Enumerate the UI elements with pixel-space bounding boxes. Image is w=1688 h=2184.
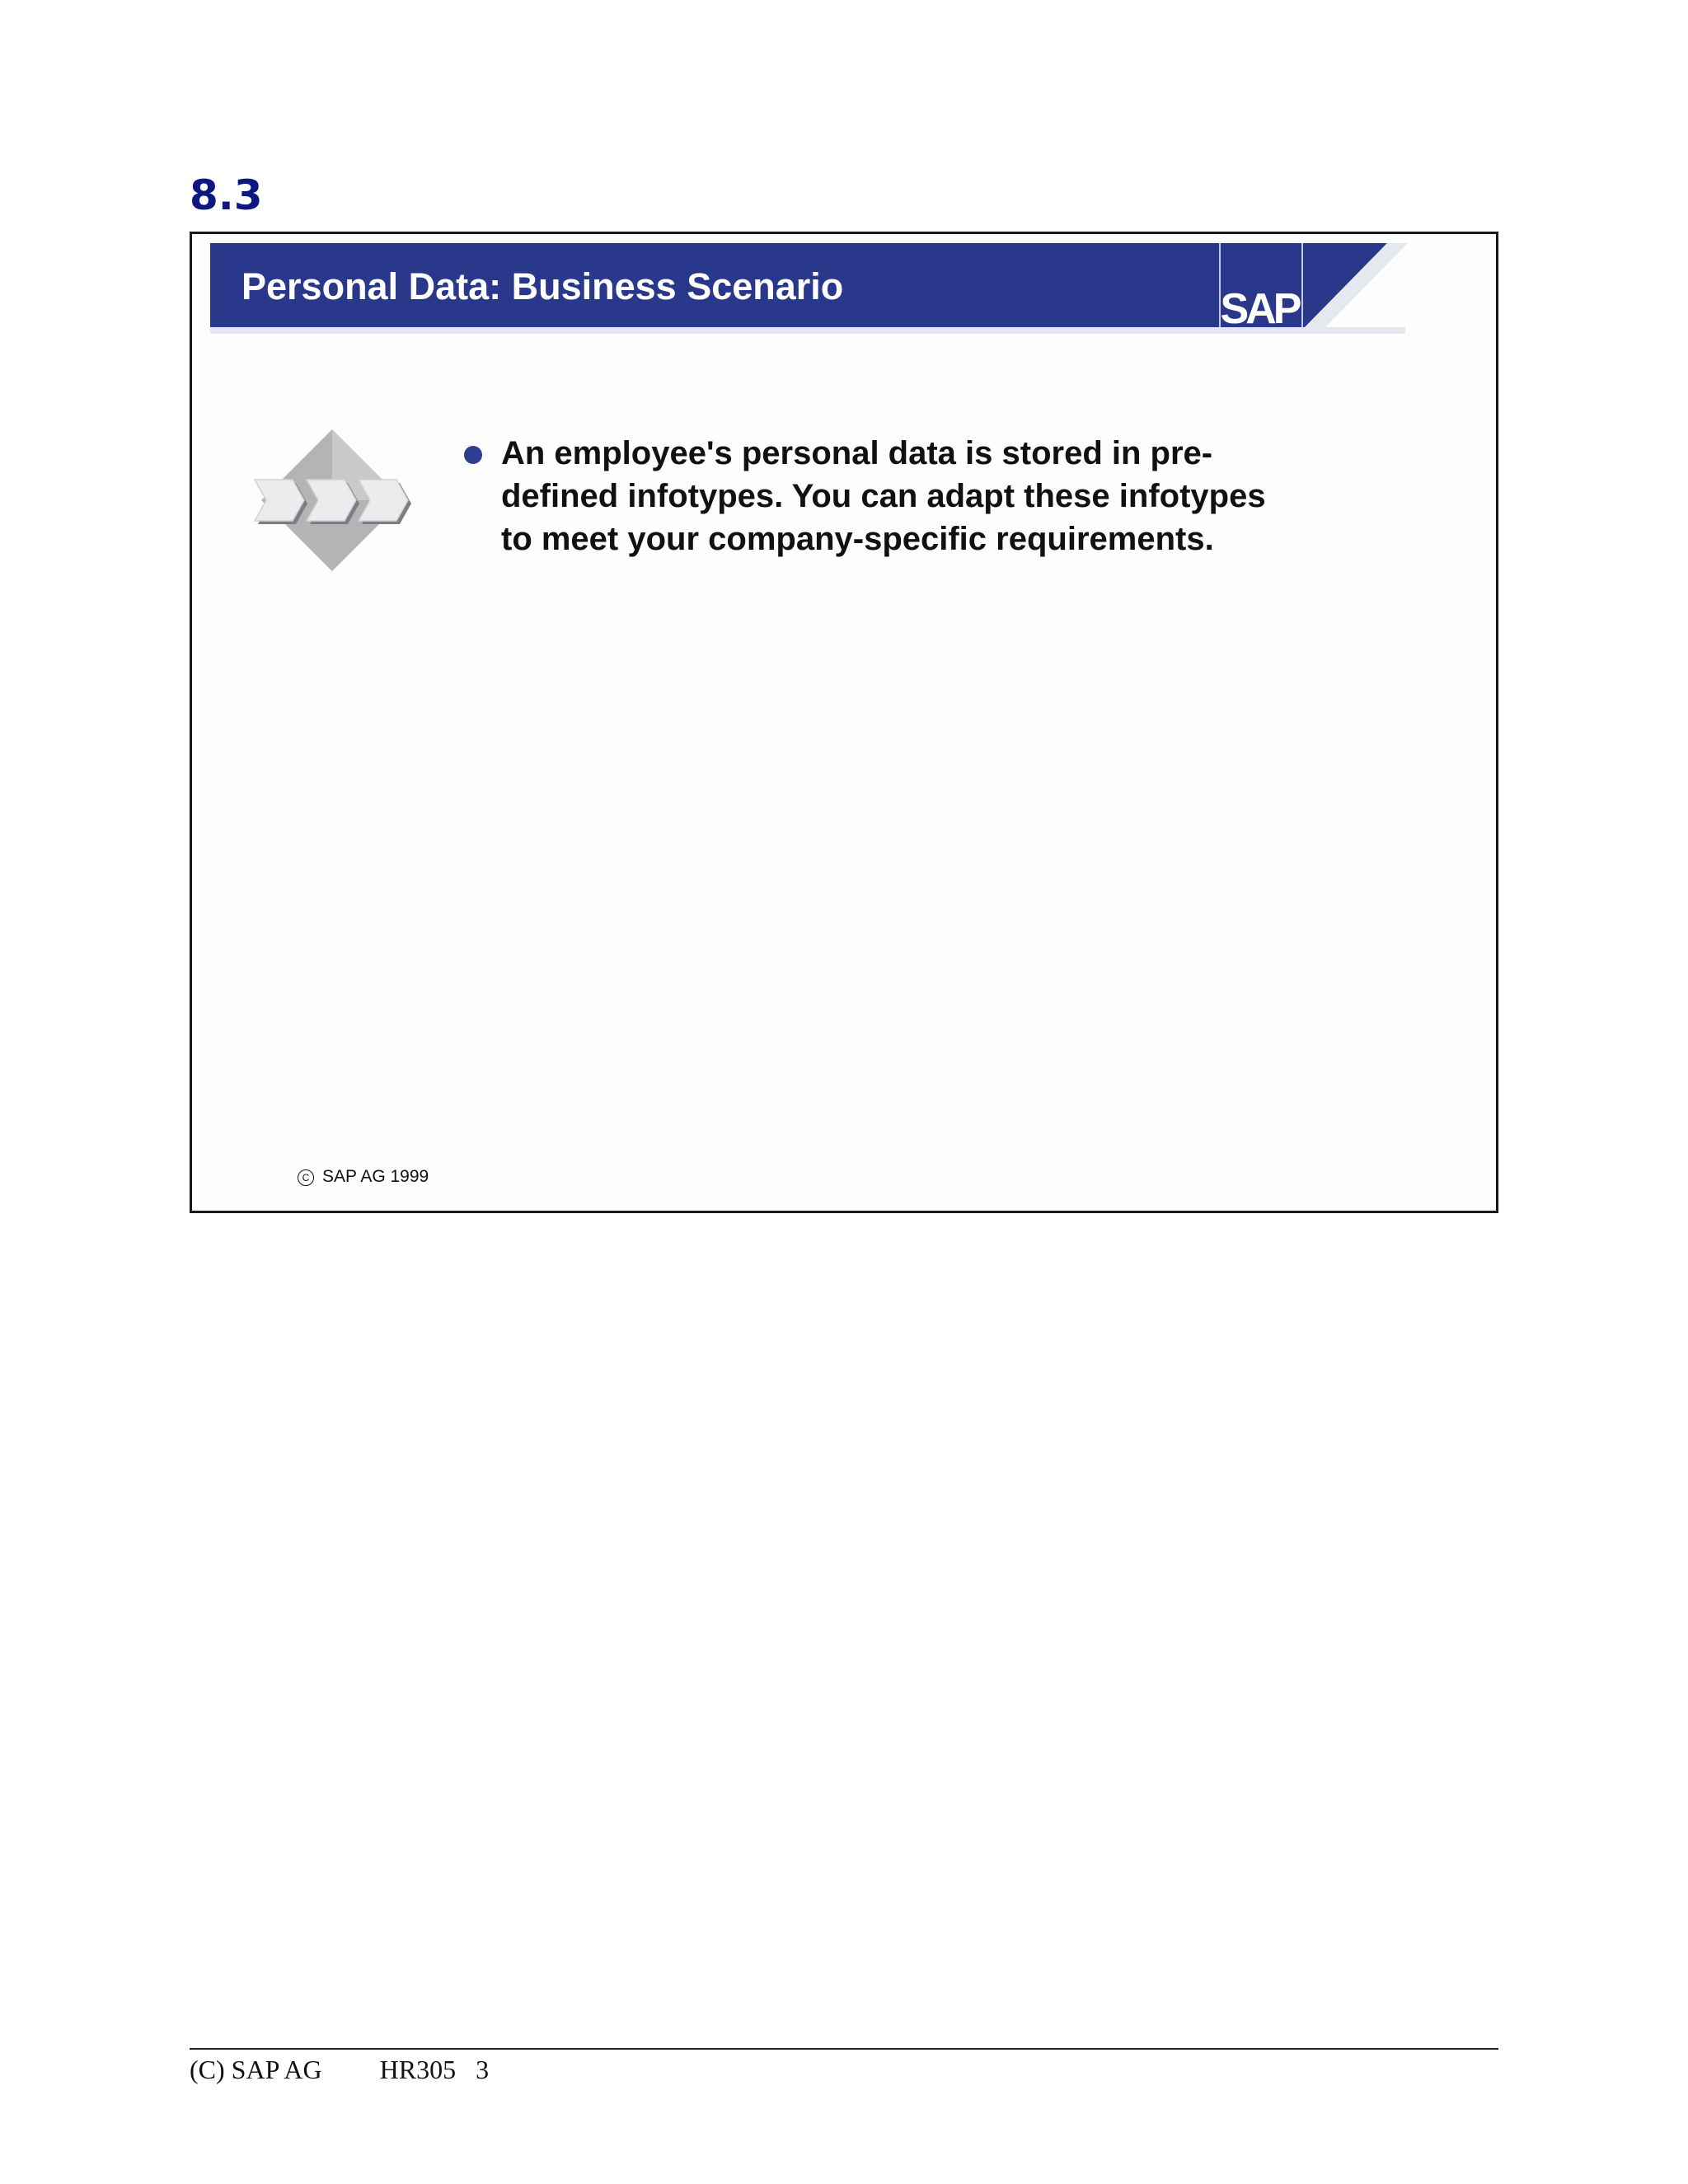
copyright-text: SAP AG 1999 xyxy=(322,1167,429,1186)
footer-course: HR305 xyxy=(379,2055,457,2084)
bullet-text: An employee's personal data is stored in pre-defined infotypes. You can adapt these infotypes to meet your company-specific requirements. xyxy=(501,435,1266,557)
title-shadow xyxy=(210,327,1405,334)
footer-owner: (C) SAP AG xyxy=(190,2055,322,2084)
slide-frame xyxy=(190,232,1498,1213)
process-chevrons-icon xyxy=(250,428,415,576)
sap-logo xyxy=(1218,243,1408,327)
page-footer xyxy=(190,2055,489,2085)
footer-divider xyxy=(190,2048,1498,2050)
slide-title: Personal Data: Business Scenario xyxy=(241,265,844,307)
slide-copyright xyxy=(298,1167,429,1187)
section-number: 8.3 xyxy=(190,171,263,219)
title-bar xyxy=(210,243,1228,327)
bullet-dot-icon xyxy=(464,446,482,464)
sap-logo-text: SAP xyxy=(1220,285,1299,327)
copyright-icon: C xyxy=(298,1169,314,1186)
bullet-list xyxy=(464,432,1288,560)
footer-page-number: 3 xyxy=(476,2055,490,2084)
